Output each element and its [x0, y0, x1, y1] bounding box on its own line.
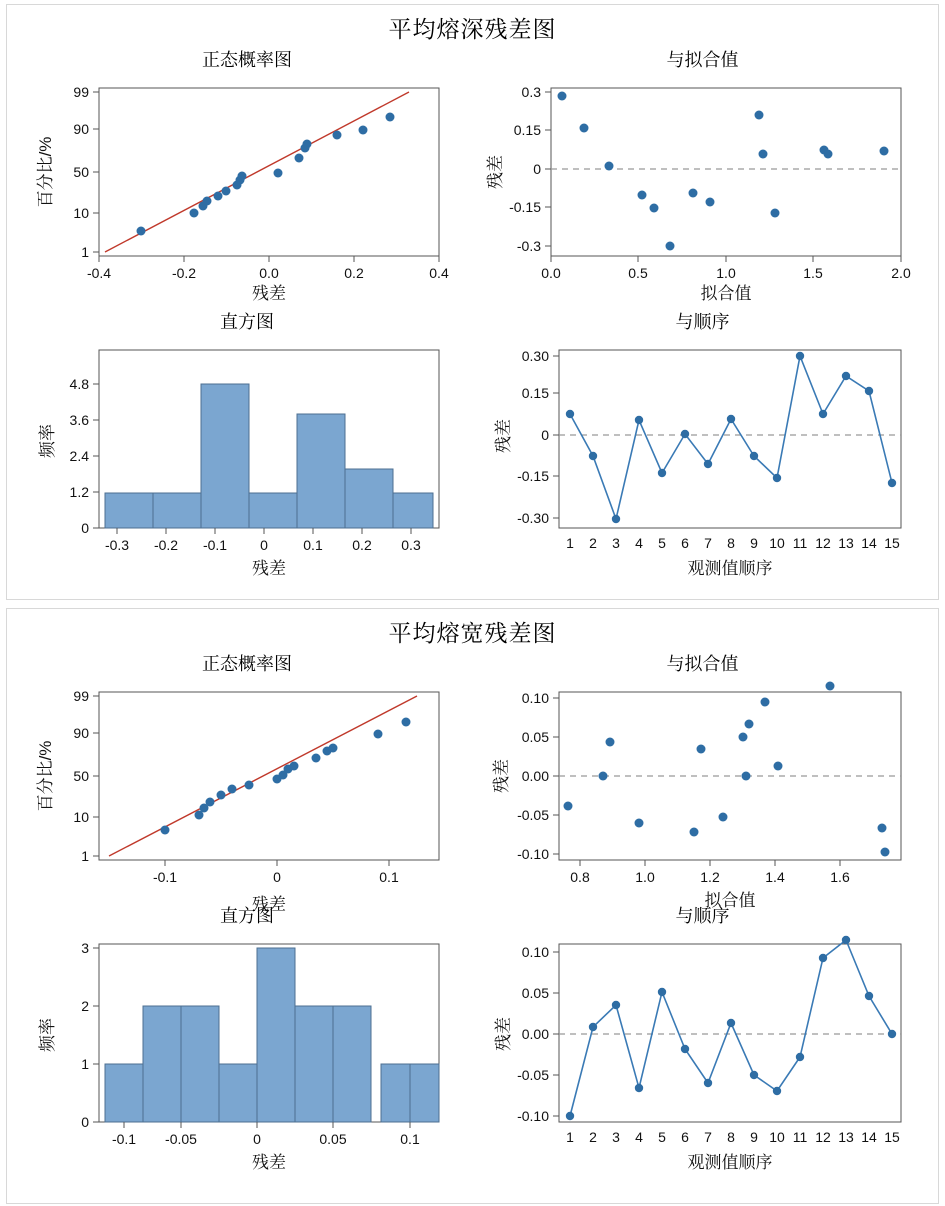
y-axis-ticks: [70, 376, 99, 536]
y-axis-ticks: [517, 690, 559, 862]
svg-text:0.15: 0.15: [521, 385, 549, 401]
svg-text:0: 0: [260, 537, 268, 553]
svg-text:0.0: 0.0: [259, 265, 279, 281]
y-axis-ticks: [73, 84, 99, 260]
y-axis-label: 频率: [38, 1018, 57, 1052]
npp-plot-2: [27, 678, 457, 918]
chart-title: 与顺序: [675, 906, 730, 926]
svg-text:13: 13: [838, 535, 854, 551]
svg-text:0: 0: [81, 1114, 89, 1130]
svg-text:1: 1: [566, 535, 574, 551]
chart-title: 正态概率图: [202, 654, 292, 674]
y-axis-ticks: [509, 84, 551, 254]
svg-text:50: 50: [73, 768, 89, 784]
x-axis-ticks: [570, 860, 850, 885]
svg-text:-0.30: -0.30: [517, 510, 549, 526]
svg-text:-0.15: -0.15: [509, 199, 541, 215]
svg-text:1.0: 1.0: [716, 265, 736, 281]
svg-text:12: 12: [815, 1129, 831, 1145]
svg-text:0.05: 0.05: [521, 985, 549, 1001]
svg-text:14: 14: [861, 535, 877, 551]
svg-text:1.2: 1.2: [69, 484, 89, 500]
svg-text:2: 2: [81, 998, 89, 1014]
svg-text:-0.05: -0.05: [517, 807, 549, 823]
chart-versus-order: [475, 308, 930, 586]
hist-plot-1: [27, 336, 457, 586]
svg-text:3: 3: [612, 1129, 620, 1145]
svg-text:3: 3: [612, 535, 620, 551]
svg-text:4: 4: [635, 1129, 643, 1145]
svg-text:8: 8: [727, 1129, 735, 1145]
x-axis-ticks: [112, 1122, 420, 1147]
svg-text:11: 11: [792, 535, 808, 551]
svg-text:0.1: 0.1: [303, 537, 323, 553]
svg-text:0.4: 0.4: [429, 265, 449, 281]
svg-text:-0.1: -0.1: [152, 869, 178, 885]
svg-text:6: 6: [681, 535, 689, 551]
svg-text:0.00: 0.00: [521, 1026, 549, 1042]
x-axis-ticks: [105, 528, 421, 553]
svg-text:0: 0: [533, 161, 541, 177]
y-axis-label: 残差: [494, 1017, 513, 1051]
svg-text:0: 0: [541, 427, 549, 443]
chart-title: 与拟合值: [666, 654, 739, 674]
x-axis-ticks: [153, 860, 399, 885]
chart-title: 正态概率图: [202, 50, 292, 70]
x-axis-label: 拟合值: [700, 284, 752, 303]
chart-versus-fits: [475, 46, 930, 304]
svg-text:1: 1: [81, 244, 89, 260]
x-axis-label: 残差: [252, 559, 286, 578]
y-axis-ticks: [73, 688, 99, 864]
svg-text:0.2: 0.2: [352, 537, 372, 553]
svg-text:0.2: 0.2: [344, 265, 364, 281]
svg-text:0.3: 0.3: [401, 537, 421, 553]
y-axis-ticks: [517, 348, 559, 526]
svg-text:14: 14: [861, 1129, 877, 1145]
x-axis-label: 残差: [252, 1153, 286, 1172]
svg-text:-0.05: -0.05: [165, 1131, 197, 1147]
svg-text:0.05: 0.05: [521, 729, 549, 745]
svg-text:0.05: 0.05: [319, 1131, 347, 1147]
svg-text:-0.05: -0.05: [517, 1067, 549, 1083]
chart-title: 直方图: [220, 906, 274, 926]
svg-text:1: 1: [81, 848, 89, 864]
svg-text:3.6: 3.6: [69, 412, 89, 428]
plot-frame: [559, 944, 901, 1122]
vsfit-plot-2: [475, 678, 925, 918]
svg-text:-0.3: -0.3: [104, 537, 130, 553]
x-axis-label: 拟合值: [704, 891, 756, 910]
chart-versus-fits: [475, 650, 930, 918]
chart-histogram: [27, 308, 467, 586]
svg-text:0.8: 0.8: [570, 869, 590, 885]
svg-text:0.0: 0.0: [541, 265, 561, 281]
svg-text:0.10: 0.10: [521, 944, 549, 960]
svg-text:2: 2: [589, 1129, 597, 1145]
svg-text:12: 12: [815, 535, 831, 551]
svg-text:0.5: 0.5: [628, 265, 648, 281]
y-axis-label: 频率: [38, 424, 57, 458]
chart-title: 与顺序: [675, 312, 730, 332]
x-axis-label: 观测值顺序: [687, 1153, 773, 1172]
x-axis-ticks: [566, 535, 900, 551]
svg-text:90: 90: [73, 725, 89, 741]
npp-plot-1: [27, 74, 457, 304]
panel-chart-grid: [7, 46, 938, 586]
svg-text:0: 0: [253, 1131, 261, 1147]
svg-text:99: 99: [73, 84, 89, 100]
panel-melt-width: [6, 608, 939, 1204]
svg-text:2.0: 2.0: [891, 265, 911, 281]
svg-text:1: 1: [566, 1129, 574, 1145]
x-axis-ticks: [87, 256, 449, 281]
svg-text:2.4: 2.4: [69, 448, 89, 464]
svg-text:3: 3: [81, 940, 89, 956]
chart-title: 直方图: [220, 312, 274, 332]
y-axis-label: 残差: [494, 419, 513, 453]
y-axis-ticks: [81, 940, 99, 1130]
chart-title: 与拟合值: [666, 50, 739, 70]
svg-text:-0.3: -0.3: [516, 238, 541, 254]
svg-text:-0.2: -0.2: [171, 265, 197, 281]
plot-frame: [551, 88, 901, 256]
svg-text:4.8: 4.8: [69, 376, 89, 392]
svg-text:13: 13: [838, 1129, 854, 1145]
svg-text:0.3: 0.3: [521, 84, 541, 100]
svg-text:-0.1: -0.1: [202, 537, 228, 553]
svg-text:1.0: 1.0: [635, 869, 655, 885]
y-axis-label: 百分比/%: [36, 740, 55, 812]
x-axis-ticks: [566, 1129, 900, 1145]
svg-text:-0.10: -0.10: [517, 846, 549, 862]
svg-text:5: 5: [658, 535, 666, 551]
svg-text:0: 0: [273, 869, 281, 885]
chart-normal-probability: [27, 46, 467, 304]
svg-text:4: 4: [635, 535, 643, 551]
vsorder-plot-2: [475, 930, 925, 1180]
svg-text:0.1: 0.1: [379, 869, 399, 885]
svg-text:90: 90: [73, 121, 89, 137]
vsfit-plot-1: [475, 74, 925, 304]
svg-text:9: 9: [750, 1129, 758, 1145]
svg-text:8: 8: [727, 535, 735, 551]
svg-text:0: 0: [81, 520, 89, 536]
svg-text:50: 50: [73, 164, 89, 180]
svg-text:10: 10: [769, 1129, 785, 1145]
svg-text:-0.1: -0.1: [111, 1131, 137, 1147]
chart-histogram: [27, 902, 467, 1180]
svg-text:9: 9: [750, 535, 758, 551]
panel-title: 平均熔深残差图: [388, 16, 557, 42]
svg-text:0.10: 0.10: [521, 690, 549, 706]
svg-text:-0.2: -0.2: [153, 537, 179, 553]
svg-text:1.5: 1.5: [803, 265, 823, 281]
x-axis-label: 观测值顺序: [687, 559, 773, 578]
svg-text:6: 6: [681, 1129, 689, 1145]
svg-text:0.15: 0.15: [513, 122, 541, 138]
chart-versus-order: [475, 902, 930, 1180]
svg-text:1.2: 1.2: [700, 869, 720, 885]
x-axis-ticks: [541, 256, 911, 281]
y-axis-label: 百分比/%: [36, 136, 55, 208]
svg-text:0.00: 0.00: [521, 768, 549, 784]
x-axis-label: 残差: [252, 284, 286, 303]
panel-chart-grid: [7, 650, 938, 1190]
svg-text:10: 10: [73, 809, 89, 825]
svg-text:15: 15: [884, 1129, 900, 1145]
chart-normal-probability: [27, 650, 467, 918]
x-axis-label: 残差: [252, 895, 286, 914]
svg-text:1.6: 1.6: [830, 869, 850, 885]
svg-text:15: 15: [884, 535, 900, 551]
svg-text:7: 7: [704, 1129, 712, 1145]
svg-text:7: 7: [704, 535, 712, 551]
panel-title: 平均熔宽残差图: [388, 620, 557, 646]
svg-text:2: 2: [589, 535, 597, 551]
svg-text:5: 5: [658, 1129, 666, 1145]
svg-text:99: 99: [73, 688, 89, 704]
svg-text:10: 10: [73, 205, 89, 221]
svg-text:1: 1: [81, 1056, 89, 1072]
svg-text:10: 10: [769, 535, 785, 551]
panel-melt-depth: [6, 4, 939, 600]
hist-plot-2: [27, 930, 457, 1180]
svg-text:0.30: 0.30: [521, 348, 549, 364]
y-axis-ticks: [517, 944, 559, 1124]
svg-text:0.1: 0.1: [400, 1131, 420, 1147]
svg-text:11: 11: [792, 1129, 808, 1145]
svg-text:-0.4: -0.4: [86, 265, 112, 281]
svg-text:-0.10: -0.10: [517, 1108, 549, 1124]
vsorder-plot-1: [475, 336, 925, 586]
y-axis-label: 残差: [486, 155, 505, 189]
svg-text:1.4: 1.4: [765, 869, 785, 885]
svg-text:-0.15: -0.15: [517, 468, 549, 484]
y-axis-label: 残差: [492, 759, 511, 793]
